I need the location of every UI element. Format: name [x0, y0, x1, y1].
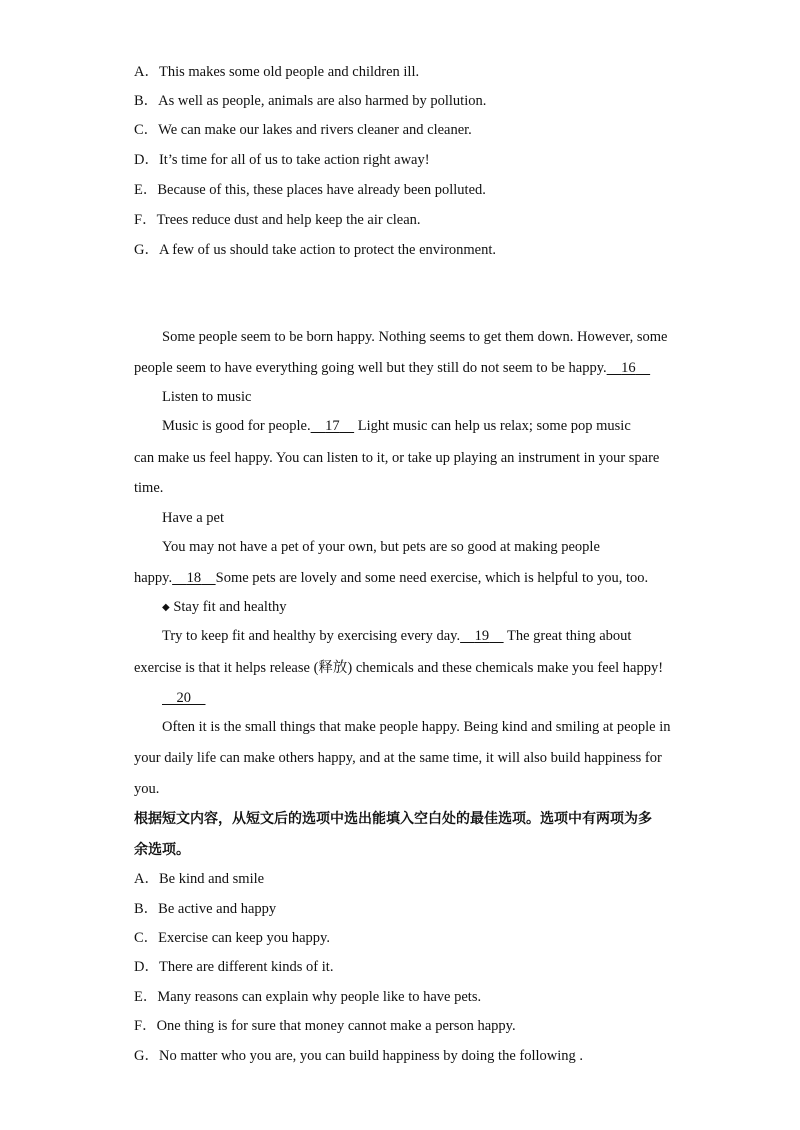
passage-text: The great thing about	[506, 628, 632, 644]
blank-18: 18	[186, 570, 202, 586]
option-2-b: B．Be active and happy	[134, 901, 277, 917]
option-1-g: G．A few of us should take action to protect the environment.	[134, 242, 497, 258]
passage-line: Some people seem to be born happy. Nothing seems to get them down. However, some	[162, 329, 668, 345]
heading-stay-fit	[162, 598, 286, 617]
passage-text: Some pets are lovely and some need exercise, which is helpful to you, too.	[215, 570, 649, 586]
passage-line: exercise is that it helps release (释放) chemicals and these chemicals make you feel happy!	[134, 660, 664, 676]
option-2-e: E．Many reasons can explain why people like to have pets.	[134, 989, 482, 1005]
option-2-a: A．Be kind and smile	[134, 871, 265, 887]
passage-line	[162, 689, 206, 707]
heading-text: Stay fit and healthy	[173, 599, 287, 615]
heading-have-a-pet: Have a pet	[162, 510, 224, 526]
option-2-d: D．There are different kinds of it.	[134, 959, 334, 975]
passage-text: people seem to have everything going well but they still do not seem to be happy.	[134, 360, 607, 376]
option-1-a: A．This makes some old people and children ill.	[134, 64, 420, 80]
blank-16: 16	[621, 360, 636, 376]
heading-listen-to-music: Listen to music	[162, 389, 252, 405]
passage-line: Often it is the small things that make people happy. Being kind and smiling at people in	[162, 719, 671, 735]
passage-text: Light music can help us relax; some pop music	[357, 418, 631, 434]
option-1-c: C．We can make our lakes and rivers cleaner and cleaner.	[134, 122, 472, 138]
passage-line: time.	[134, 480, 164, 496]
option-1-d: D．It’s time for all of us to take action right away!	[134, 152, 430, 168]
option-1-f: F．Trees reduce dust and help keep the air clean.	[134, 212, 421, 228]
passage-line	[162, 417, 631, 435]
option-2-f: F．One thing is for sure that money cannot make a person happy.	[134, 1018, 516, 1034]
instruction-line: 根据短文内容，从短文后的选项中选出能填入空白处的最佳选项。选项中有两项为多	[134, 811, 652, 827]
passage-line: your daily life can make others happy, and at the same time, it will also build happiness for	[134, 750, 662, 766]
passage-text: Try to keep fit and healthy by exercising every day.	[162, 628, 461, 644]
passage-line	[134, 359, 650, 377]
passage-text: Music is good for people.	[162, 418, 311, 434]
passage-line: can make us feel happy. You can listen to it, or take up playing an instrument in your spare	[134, 450, 660, 466]
instruction-line: 余选项。	[134, 842, 190, 858]
passage-line	[134, 569, 648, 587]
option-1-b: B．As well as people, animals are also harmed by pollution.	[134, 93, 487, 109]
blank-20: 20	[176, 690, 191, 706]
passage-text: happy.	[134, 570, 173, 586]
option-2-g: G．No matter who you are, you can build happiness by doing the following .	[134, 1048, 584, 1064]
option-1-e: E．Because of this, these places have already been polluted.	[134, 182, 486, 198]
passage-line	[162, 627, 631, 645]
blank-19: 19	[474, 628, 490, 644]
option-2-c: C．Exercise can keep you happy.	[134, 930, 330, 946]
blank-17: 17	[325, 418, 340, 434]
diamond-bullet-icon: ◆	[162, 602, 170, 613]
passage-line: You may not have a pet of your own, but pets are so good at making people	[162, 539, 600, 555]
passage-line: you.	[134, 781, 160, 797]
